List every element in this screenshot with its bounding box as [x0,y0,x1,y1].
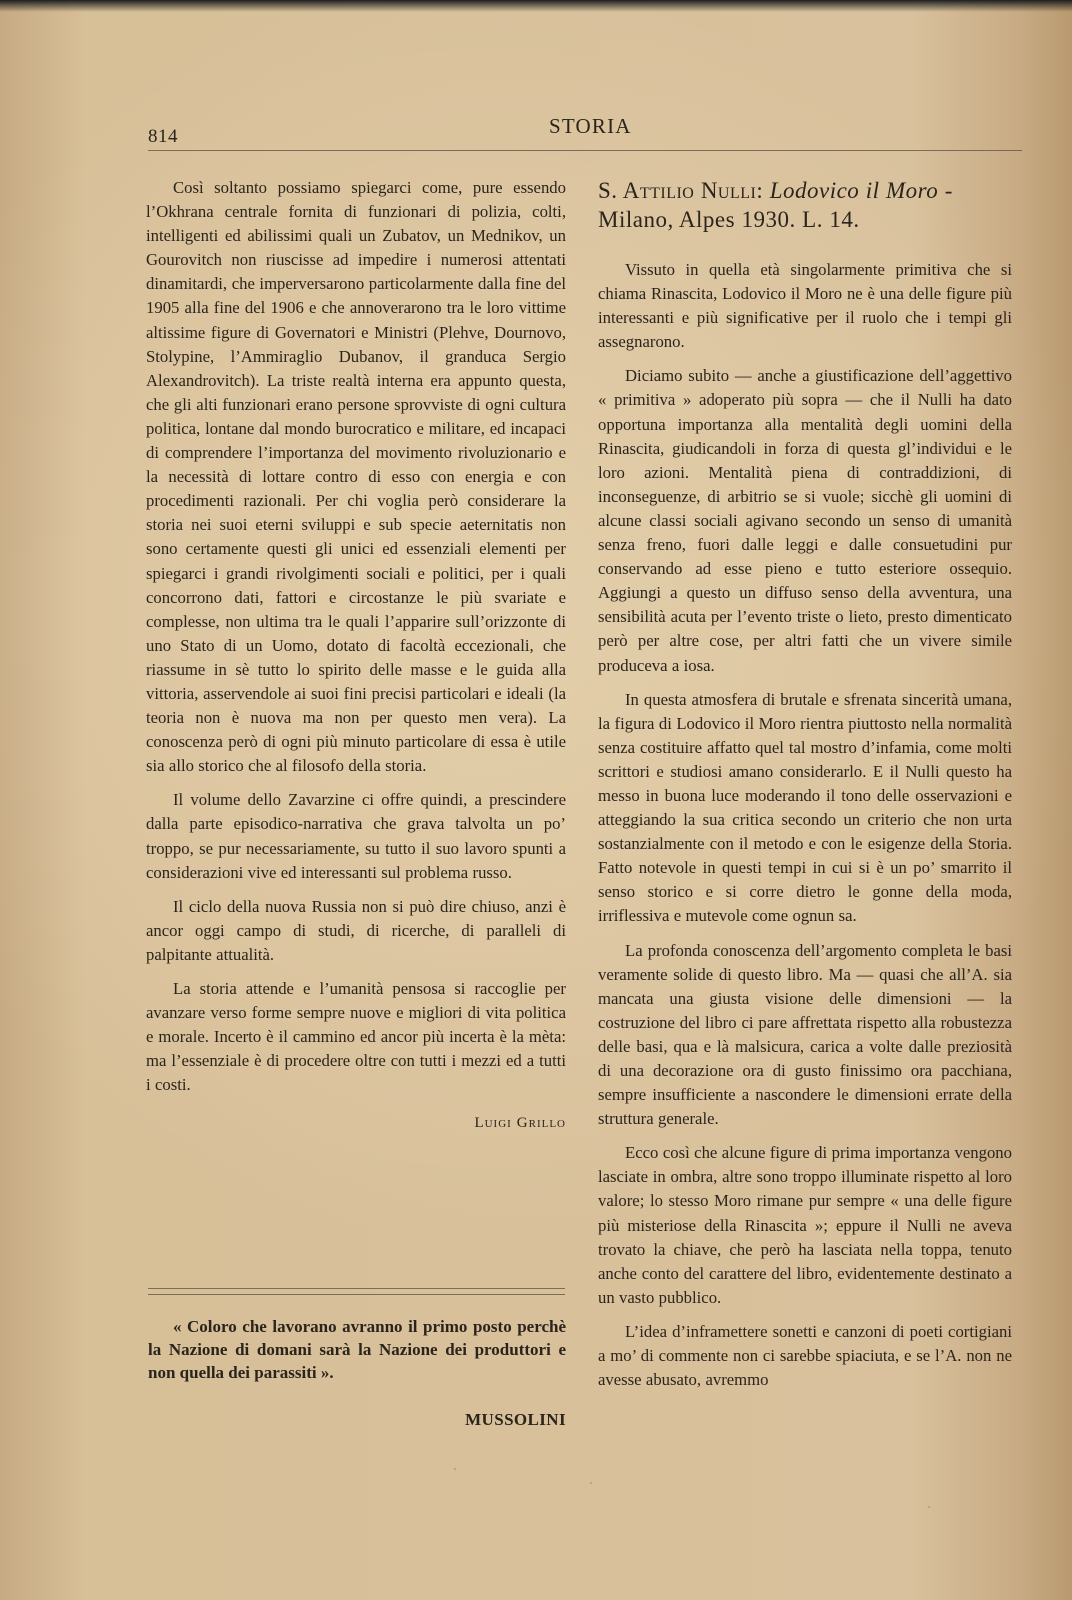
book-reference [598,176,1012,234]
left-paragraph-3: Il ciclo della nuova Russia non si può dire chiuso, anzi è ancor oggi campo di studi, di ricerche, di paralleli di palpitante attualità. [146,896,566,964]
header-rule [148,150,1022,151]
quote-author: MUSSOLINI [465,1410,566,1429]
running-title: STORIA [549,114,632,138]
book-publication: - Milano, Alpes 1930. L. 14. [598,178,953,232]
page-header [148,114,1022,152]
mussolini-quote: « Coloro che lavorano avranno il primo posto perchè la Nazione di domani sarà la Nazione dei produttori e non quella dei parassiti ». [148,1317,566,1382]
paper-speck [454,1468,456,1470]
scan-top-shadow [0,0,1072,12]
left-paragraph-4: La storia attende e l’umanità pensosa si raccoglie per avanzare verso forme sempre nuove e migliori di vita politica e morale. Incerto è il cammino ed ancor più incerta è la mèta: ma l’essenziale è di procedere oltre con tutti i mezzi ed a tutti i costi. [146,979,566,1095]
book-title: Lodovico il Moro [769,178,939,203]
right-paragraph-3: In questa atmosfera di brutale e sfrenata sincerità umana, la figura di Lodovico il Moro rientra piuttosto nella normalità senza costituire affatto quel tal mostro d’infamia, come molti scrittori e studiosi amano considerarlo. E il Nulli questo ha messo in buona luce moderando il tono delle osservazioni e atteggiando la sua critica secondo un criterio che non urta sostanzialmente con il metodo e con le esigenze della Storia. Fatto notevole in questi tempi in cui si è un po’ smarrito il senso storico e si corre dietro le gonne della moda, irriflessiva e mutevole come ognun sa. [598,689,1012,926]
right-paragraph-5: Ecco così che alcune figure di prima importanza vengono lasciate in ombra, altre sono troppo illuminate rispetto al loro valore; lo stesso Moro rimane pur sempre « una delle figure più misteriose della Rinascita »; eppure il Nulli ne aveva trovato la chiave, che però ha lasciata nella toppa, tenuto anche conto del carattere del libro, evidentemente destinato a un vasto pubblico. [598,1143,1012,1307]
article-signature: Luigi Grillo [474,1115,566,1132]
right-column [598,176,1012,1402]
book-separator: : [756,178,764,203]
page-number: 814 [148,126,178,147]
paper-speck [928,1506,930,1508]
left-column [146,176,566,1146]
left-paragraph-2: Il volume dello Zavarzine ci offre quindi, a prescindere dalla parte episodico-narrativa che grava talvolta un po’ troppo, se pur necessariamente, su tutto il suo lavoro spunti a considerazioni vive ed interessanti sul problema russo. [146,790,566,882]
right-paragraph-6: L’idea d’inframettere sonetti e canzoni di poeti cortigiani a mo’ di commente non ci sarebbe spiaciuta, e se l’A. non ne avesse abusato, avremmo [598,1321,1012,1390]
left-paragraph-1: Così soltanto possiamo spiegarci come, pure essendo l’Okhrana centrale fornita di funzionari di polizia, colti, intelligenti ed abilissimi quali un Zubatov, un Mednikov, un Gourovitch non riuscisse ad impedire i numerosi attentati dinamitardi, che imperversarono particolarmente dalla fine del 1905 alla fine del 1906 e che annoverarono tra le loro vittime altissime figure di Governatori e Ministri (Plehve, Dournovo, Stolypine, l’Ammiraglio Dubanov, il granduca Sergio Alexandrovitch). La triste realtà interna era appunto questa, che gli alti funzionari erano persone sprovviste di ogni cultura politica, lontane dal mondo burocratico e militare, ed incapaci di comprendere l’importanza del movimento rivoluzionario e la necessità di lottare contro di esso con energia e con procedimenti razionali. Per chi voglia però considerare la storia nei suoi eterni sviluppi e sub specie aeternitatis non sono certamente questi gli unici ed essenziali elementi per spiegarci i grandi rivolgimenti sociali e politici, per i quali concorrono dati, fattori e circostanze le più svariate e complesse, non ultima tra le quali l’apparire sull’orizzonte di uno Stato di un Uomo, dotato di facoltà eccezionali, che riassume in sè tutto lo spirito delle masse e le guida alla vittoria, asservendole ai suoi fini precisi particolari e ideali (la teoria non è nuova ma non per questo men vera). La conoscenza però di ogni più minuto particolare di essa è utile sia allo storico che al filosofo della storia. [146,178,566,776]
right-paragraph-2: Diciamo subito — anche a giustificazione dell’aggettivo « primitiva » adoperato più sopra — che il Nulli ha dato opportuna importanza alla mentalità degli uomini della Rinascita, giudicandoli in forza di questa gl’individui e le loro azioni. Mentalità piena di contraddizioni, di inconseguenze, di arbitrio se si vuole; sicchè gli uomini di alcune classi sociali agivano secondo un senso di umanità senza freno, fuori dalle leggi e dalle consuetudini pur conservando ad esse pieno e tutto esteriore ossequio. Aggiungi a questo un diffuso senso della avventura, una sensibilità acuta per l’evento triste o lieto, presto dimenticato però per altre cose, per altri fatti che un vivere simile produceva a iosa. [598,366,1012,675]
right-paragraph-4: La profonda conoscenza dell’argomento completa le basi veramente solide di questo libro. Ma — quasi che all’A. sia mancata una giusta visione delle dimensioni — la costruzione del libro ci pare affrettata rispetto alla robustezza delle basi, qua e là malsicura, carica a volte dalle preziosità di una decorazione ora di gusto finissimo ora pacchiana, sempre insufficiente a nascondere le dimensioni errate della struttura generale. [598,940,1012,1129]
book-author: S. Attilio Nulli [598,178,757,203]
paper-speck [590,1482,592,1484]
quote-separator-rule [148,1288,565,1295]
right-paragraph-1: Vissuto in quella età singolarmente primitiva che si chiama Rinascita, Lodovico il Moro ne è una delle figure più interessanti e più significative per il ruolo che i tempi gli assegnarono. [598,260,1012,352]
